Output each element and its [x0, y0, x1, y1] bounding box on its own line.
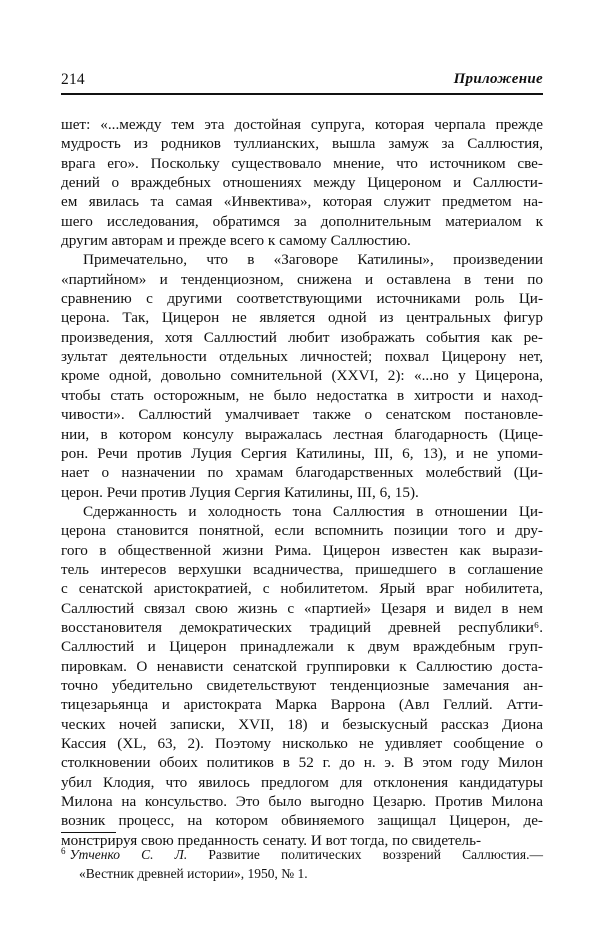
text-line: ем явилась та самая «Инвектива», которая служит предметом на- [61, 193, 543, 211]
header-rule [61, 93, 543, 95]
text-line: убил Клодия, что явилось предлогом для отклонения кандидатуры [61, 773, 543, 791]
text-line: произведения, хотя Саллюстий любит изображать события как ре- [61, 328, 543, 346]
page-header [61, 71, 543, 91]
text-line: нает о назначении по храмам благодарственных молебствий (Ци- [61, 464, 543, 482]
footnote-marker: 6 [61, 846, 66, 856]
footnote-rule [61, 832, 116, 833]
text-line: другим авторам и прежде всего к самому Саллюстию. [61, 232, 411, 250]
text-line: Примечательно, что в «Заговоре Катилины», произведении [83, 251, 543, 269]
text-line: Саллюстий связал свою жизнь с «партией» Цезаря и видел в нем [61, 599, 543, 617]
text-line: возник процесс, на котором обвиняемого защищал Цицерон, де- [61, 812, 543, 830]
text-line: Милона на консульство. Это было выгодно Цезарю. Против Милона [61, 793, 543, 811]
text-line: Сдержанность и холодность тона Саллюстия в отношении Ци- [83, 502, 543, 520]
page-number: 214 [61, 71, 85, 88]
paragraph [61, 502, 543, 850]
text-line: Кассия (XL, 63, 2). Поэтому нисколько не удивляет сообщение о [61, 735, 543, 752]
text-line: кроме одной, довольно сомнительной (XXVI, 2): «...но у Цицерона, [61, 367, 543, 385]
text-line: шего исследования, обратимся за дополнительным материалом к [61, 212, 543, 230]
footnote-line-2: «Вестник древней истории», 1950, № 1. [79, 865, 308, 881]
text-line: церона. Так, Цицерон не является одной из центральных фигур [61, 309, 543, 327]
text-line: точно убедительно свидетельствуют тенденциозные замечания ан- [61, 676, 543, 694]
text-line: чивости». Саллюстий умалчивает также о сенатском постановле- [61, 406, 543, 424]
text-line: пировкам. О ненависти сенатской группировки к Саллюстию доста- [61, 657, 543, 675]
text-line: сравнению с другими соответствующими источниками роль Ци- [61, 290, 543, 308]
text-line: дений о враждебных отношениях между Цицероном и Саллюсти- [61, 174, 543, 192]
text-line: шет: «...между тем эта достойная супруга, которая черпала прежде [61, 116, 543, 133]
text-line: тицезарьянца и аристократа Марка Варрона (Авл Геллий. Атти- [61, 696, 543, 714]
text-line: рон. Речи против Луция Сергия Катилины, III, 6, 13), и не упоми- [61, 444, 543, 462]
paragraph [61, 115, 543, 250]
running-title: Приложение [453, 71, 543, 87]
text-line: с сенатской аристократией, с нобилитетом. Ярый враг нобилитета, [61, 580, 543, 598]
text-line: монстрируя свою преданность сенату. И вот тогда, по свидетель- [61, 831, 482, 849]
text-line: чтобы стать осторожным, не было недостатка в хитрости и наход- [61, 386, 543, 404]
text-line: тель интересов верхушки всадничества, пришедшего в соглашение [61, 560, 543, 578]
text-line: зультат деятельности отдельных личностей; похвал Цицерону нет, [61, 348, 543, 366]
text-line: церона становится понятной, если вспомнить позиции того и дру- [61, 522, 543, 540]
text-line: столкновении обоих политиков в 52 г. до н. э. В этом году Милон [61, 754, 543, 772]
paragraph [61, 250, 543, 501]
text-line: гого в общественной жизни Рима. Цицерон известен как вырази- [61, 541, 543, 559]
text-line: «партийном» и тенденциозном, снижена и оставлена в тени по [61, 270, 543, 288]
footnote-title: Развитие политических воззрений Саллюстия.— [208, 847, 543, 862]
text-line: церон. Речи против Луция Сергия Катилины, III, 6, 15). [61, 483, 419, 501]
text-line: Саллюстий и Цицерон принадлежали к двум враждебным груп- [61, 638, 543, 656]
text-line: врага его». Поскольку существовало мнение, что источником све- [61, 154, 543, 172]
text-line: мудрость из родников туллианских, вышла замуж за Саллюстия, [61, 135, 543, 153]
footnote [61, 842, 543, 883]
main-text [61, 115, 543, 850]
footnote-line-1 [61, 842, 543, 865]
footnote-author: Утченко С. Л. [69, 847, 188, 862]
text-line: восстановителя демократических традиций древней республики⁶. [61, 618, 543, 636]
text-line: ческих ночей записки, XVII, 18) и безыскусный рассказ Диона [61, 715, 543, 733]
text-line: нии, в котором консулу выражалась лестная благодарность (Цице- [61, 425, 543, 443]
